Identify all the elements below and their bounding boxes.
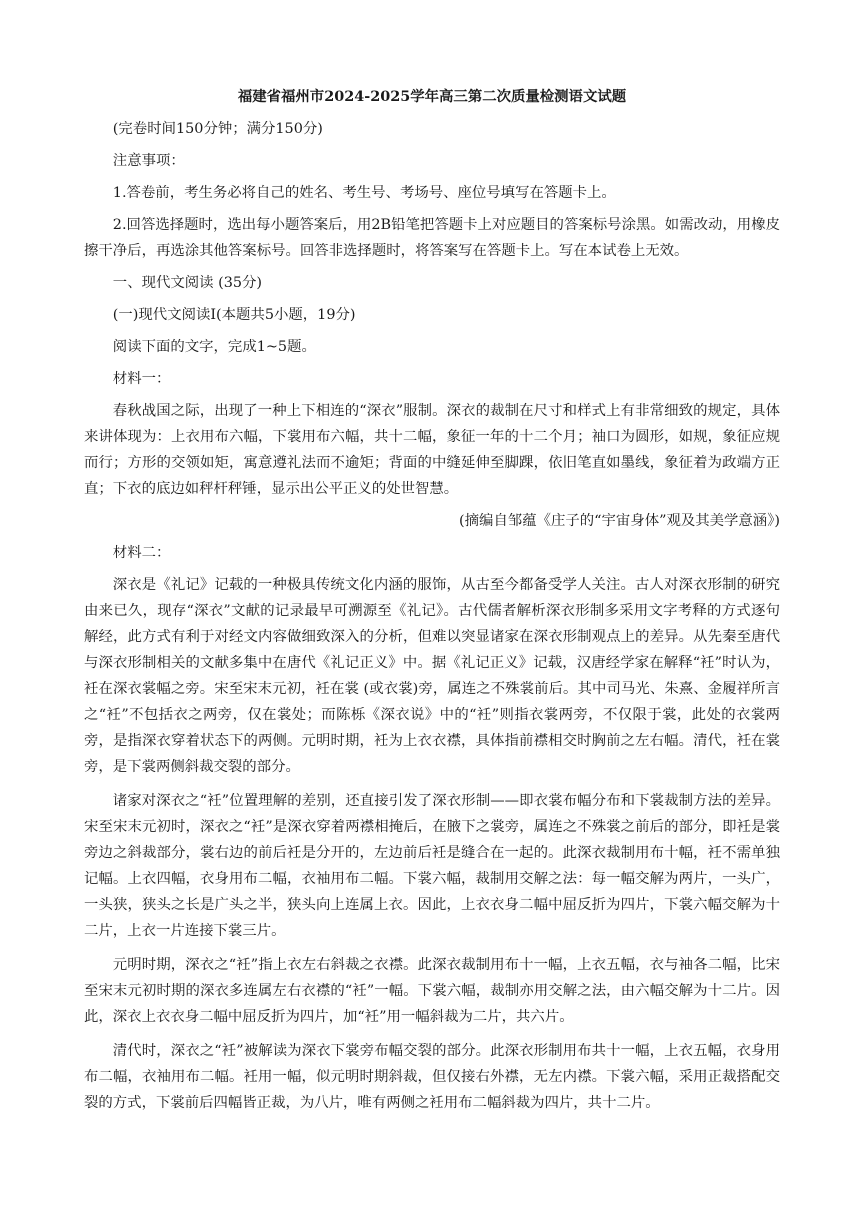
material-1-paragraph: 春秋战国之际，出现了一种上下相连的“深衣”服制。深衣的裁制在尺寸和样式上有非常细致的规定，具体来讲体现为：上衣用布六幅，下裳用布六幅，共十二幅，象征一年的十二个月；袖口为圆形，如规，象征应规而行；方形的交领如矩，寓意遵礼法而不逾矩；背面的中缝延伸至脚踝，依旧笔直如墨线，象征着为政端方正直；下衣的底边如秤杆秤锤，显示出公平正义的处世智慧。 bbox=[84, 403, 780, 497]
notice-heading: 注意事项： bbox=[112, 153, 185, 169]
notice-item-1: 1.答卷前，考生务必将自己的姓名、考生号、考场号、座位号填写在答题卡上。 bbox=[112, 185, 616, 201]
reading-instruction: 阅读下面的文字，完成1~5题。 bbox=[112, 339, 316, 355]
page-title: 福建省福州市2024-2025学年高三第二次质量检测语文试题 bbox=[237, 88, 627, 105]
material-2-label: 材料二： bbox=[112, 545, 171, 561]
material-1-label: 材料一： bbox=[112, 371, 171, 387]
material-2-paragraph: 清代时，深衣之“衽”被解读为深衣下裳旁布幅交裂的部分。此深衣形制用布共十一幅，上衣五幅，衣身用布二幅，衣袖用布二幅。衽用一幅，似元明时期斜裁，但仅接右外襟，无左内襟。下裳六幅，采用正裁搭配交裂的方式，下裳前后四幅皆正裁，为八片，唯有两侧之衽用布二幅斜裁为四片，共十二片。 bbox=[84, 1043, 780, 1111]
notice-item-2: 2.回答选择题时，选出每小题答案后，用2B铅笔把答题卡上对应题目的答案标号涂黑。如需改动，用橡皮擦干净后，再选涂其他答案标号。回答非选择题时，将答案写在答题卡上。写在本试卷上无效。 bbox=[84, 217, 780, 259]
material-2-paragraph: 深衣是《礼记》记载的一种极具传统文化内涵的服饰，从古至今都备受学人关注。古人对深衣形制的研究由来已久，现存“深衣”文献的记录最早可溯源至《礼记》。古代儒者解析深衣形制多采用文字考释的方式逐句解经，此方式有利于对经文内容做细致深入的分析，但难以突显诸家在深衣形制观点上的差异。从先秦至唐代与深衣形制相关的文献多集中在唐代《礼记正义》中。据《礼记正义》记载，汉唐经学家在解释“衽”时认为，衽在深衣裳幅之旁。宋至宋末元初，衽在裳 (或衣裳)旁，属连之不殊裳前后。其中司马光、朱熹、金履祥所言之“衽”不包括衣之两旁，仅在裳处；而陈栎《深衣说》中的“衽”则指衣裳两旁，不仅限于裳，此处的衣裳两旁，是指深衣穿着状态下的两侧。元明时期，衽为上衣衣襟，具体指前襟相交时胸前之左右幅。清代，衽在裳旁，是下裳两侧斜裁交裂的部分。 bbox=[84, 577, 780, 775]
subsection-heading: (一)现代文阅读Ⅰ(本题共5小题，19分) bbox=[112, 307, 356, 323]
material-2-paragraph: 诸家对深衣之“衽”位置理解的差别，还直接引发了深衣形制——即衣裳布幅分布和下裳裁制方法的差异。宋至宋末元初时，深衣之“衽”是深衣穿着两襟相掩后，在腋下之裳旁，属连之不殊裳之前后的部分，即衽是裳旁边之斜裁部分，裳右边的前后衽是分开的，左边前后衽是缝合在一起的。此深衣裁制用布十幅，衽不需单独记幅。上衣四幅，衣身用布二幅，衣袖用布二幅。下裳六幅，裁制用交解之法：每一幅交解为两片，一头广，一头狭，狭头之长是广头之半，狭头向上连属上衣。因此，上衣衣身二幅中屈反折为四片，下裳六幅交解为十二片，上衣一片连接下裳三片。 bbox=[84, 793, 780, 939]
exam-info: (完卷时间150分钟；满分150分) bbox=[112, 121, 323, 137]
material-1-source: (摘编自邹蕴《庄子的“宇宙身体”观及其美学意涵》) bbox=[459, 513, 780, 529]
section-heading: 一、现代文阅读 (35分) bbox=[112, 275, 263, 291]
material-2-paragraph: 元明时期，深衣之“衽”指上衣左右斜裁之衣襟。此深衣裁制用布十一幅，上衣五幅，衣与袖各二幅，比宋至宋末元初时期的深衣多连属左右衣襟的“衽”一幅。下裳六幅，裁制亦用交解之法，由六幅交解为十二片。因此，深衣上衣衣身二幅中屈反折为四片，加“衽”用一幅斜裁为二片，共六片。 bbox=[84, 957, 780, 1025]
